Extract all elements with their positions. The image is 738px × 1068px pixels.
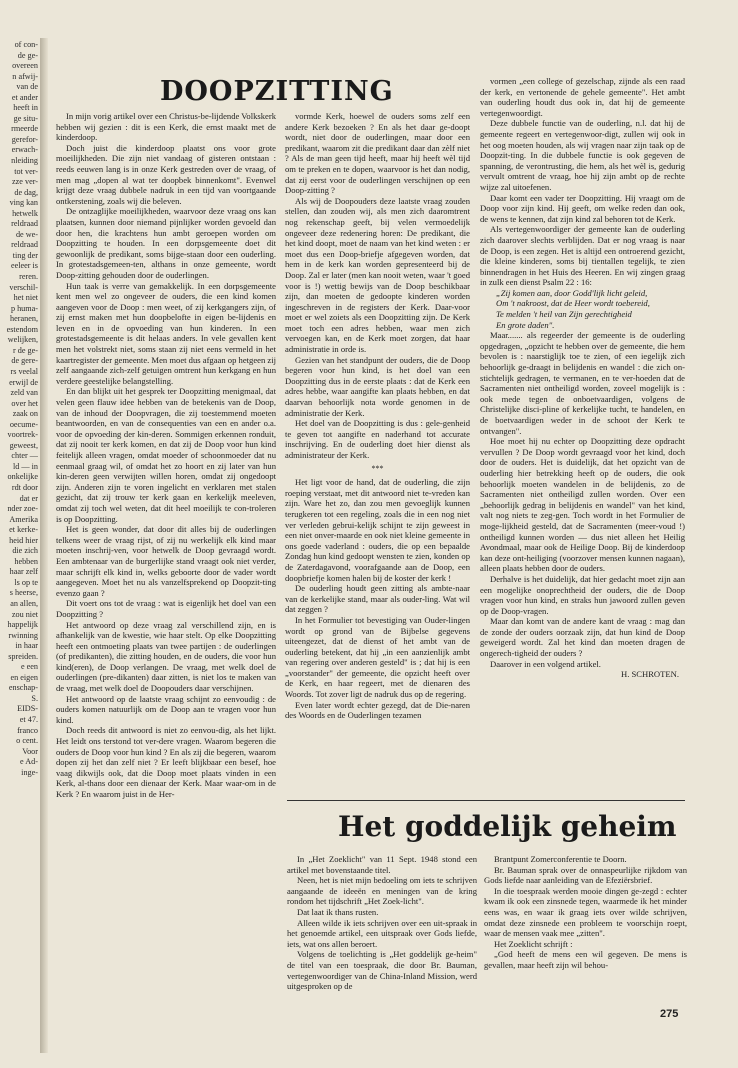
col2-line: Even later wordt echter gezegd, dat de Die-naren des Woords en de Ouderlingen tezamen — [285, 699, 470, 721]
col1-line: En dan blijkt uit het gesprek ter Doopzitting menigmaal, dat velen geen flauw idee hebben van de betekenis van de Doop, van de inhoud der Doopvragen, die zij toestemmend moeten beantwoorden, en van de consequenties van een en ander o.a. voor de opvoeding der kin-deren. Sommigen erkennen ronduit, dat zij nooit ter kerk komen, en dat zij de Doop voor hun kind feitelijk alleen vragen, omdat moeder of schoonmoeder dat nu eenmaal graag wil, of omdat het zo hoort en zij later van hun kin-deren geen verwijten willen horen, omdat zij ongedoopt zijn. Anderen zijn te voren ingelicht en verklaren met stalen gezicht, dat zij trouw ter kerk gaan en kerkelijk meeleven, omdat zij toch wel weten, dat dit heel moeilijk te con-troleren is op Doopzitting. — [56, 386, 276, 524]
col3b-line: Maar dan komt van de andere kant de vraag : mag dan de zonde der ouders oorzaak zijn, dat hun kind de Doop geweigerd wordt. Zal het kind dan moeten dragen de ongerech-tigheid der ouders ? — [480, 616, 685, 659]
left_strip-line: nleiding — [11, 156, 38, 166]
left_strip-line: ls op te — [14, 577, 38, 587]
left_strip-line: ving kan — [9, 198, 38, 208]
left_strip-line: verschil- — [9, 282, 38, 292]
left_strip-line: ge situ- — [13, 113, 38, 123]
left_strip-line: of con- — [14, 40, 38, 49]
left_strip-line: r de ge- — [12, 345, 38, 355]
left_strip-line: rwinning — [8, 630, 38, 640]
col5-line: Het Zoeklicht schrijft : — [494, 938, 573, 949]
col1-line: Dit voert ons tot de vraag : wat is eigenlijk het doel van een Doopzitting ? — [56, 598, 276, 619]
col4-line: Alleen wilde ik iets schrijven over een uit-spraak in het genoemde artikel, een uitspraak over Gods liefde, iets, wat ons allen beroert. — [287, 917, 477, 949]
col5-line: „God heeft de mens een wil gegeven. De mens is gevallen, maar heeft zijn wil behou- — [484, 949, 687, 970]
left_strip-line: tot ver- — [14, 166, 38, 176]
left_strip-line: Voor — [22, 746, 38, 756]
col1-line: Doch reeds dit antwoord is niet zo eenvou-dig, als het lijkt. Het leidt ons terstond tot ver-dere vragen. Waarom begeren die ouders de Doop voor hun kind ? En als zij die begeren, waarom dopen zij het dan zelf niet ? Er leeft blijkbaar een besef, hoe vaag dikwijls ook, dat die Doop moet plaats vinden in een Kerk, al-thans door een dienaar der Kerk. Maar waar-om in de Kerk ? En waarom juist in de Her- — [56, 725, 276, 799]
left_strip-line: e een — [20, 662, 38, 672]
left_strip-line: spreiden. — [8, 651, 38, 661]
left_strip-line: et ander — [11, 92, 38, 102]
page-number: 275 — [660, 1008, 679, 1020]
quote-line: En grote daden". — [496, 319, 555, 330]
left_strip-line: S. — [31, 693, 38, 703]
left_strip-line: hetwelk — [12, 208, 38, 218]
article-column-1 — [56, 111, 276, 800]
left_strip-line: oecume- — [9, 419, 38, 429]
left_strip-line: de we- — [15, 229, 38, 239]
left_strip-line: dat er — [19, 493, 38, 503]
left_strip-line: o cent. — [16, 736, 38, 746]
col2-line: Het doel van de Doopzitting is dus : gele-genheid te geven tot aangifte en naderhand tot accurate inschrijving. En de ouderling doet hier dienst als administrateur der Kerk. — [285, 418, 470, 460]
col3-line: Deze dubbele functie van de ouderling, n.l. dat hij de gemeente regeert en vertegenwoor-digt, zullen wij ook in het oog moeten houden, als wij vragen naar zijn taak op de Doopzit-ting. In die dubbele functie is ook gegeven de spanning, de verontrusting, die hem, als het wèl is, gedurig vervult omtrent de vraag, hoe hij zijn ambt op de rechte wijze zal uitoefenen. — [480, 118, 685, 192]
page-gutter — [40, 38, 48, 1053]
col1-line: In mijn vorig artikel over een Christus-be-lijdende Volkskerk hebben wij gezien : dit is een Kerk, die ernst maakt met de kinderdoop. — [56, 111, 276, 143]
left_strip-line: et kerke- — [9, 525, 38, 535]
left_strip-line: van de — [16, 82, 38, 92]
section-stars: *** — [371, 463, 384, 473]
section-divider — [287, 800, 685, 801]
col3b-line: Hoe moet hij nu echter op Doopzitting deze opdracht vervullen ? De Doop wordt gevraagd voor het kind, doch door de ouders. Het is duidelijk, dat het opzicht van de ouderling hier betrekking heeft op de ouders, die ook behoorlijk moeten wandelen in de belijdenis, zo de Sacramenten niet ontheiligd zullen worden. Over een „behoorlijk gedrag in belijdenis en wandel" van het kind, valt nog niets te zeg-gen. Toch wordt in het Formulier de moge-lijkheid gesteld, dat de Sacramenten (meer-voud !) ontheiligd kunnen worden — dus niet alleen het Heilig Avondmaal, maar ook de Heilige Doop. Bij de kinderdoop kan deze ont-heiliging (voorzover mensen kunnen nagaan), alleen plaats hebben door de ouders. — [480, 436, 685, 574]
left_strip-line: geweest, — [9, 440, 38, 450]
col4-line: Volgens de toelichting is „Het goddelijk ge-heim" de titel van een toespraak, die door Br. Bauman, vertegenwoordiger van de China-Inland Mission, werd uitgesproken op de — [287, 949, 477, 992]
left_strip-line: s heerse, — [9, 588, 38, 598]
left_strip-line: de ge- — [17, 50, 38, 60]
left_strip-line: rmeerde — [11, 124, 38, 134]
left_strip-line: gerefor- — [11, 134, 38, 144]
col1-line: Hun taak is verre van gemakkelijk. In een dorpsgemeente kent men wel zo ongeveer de ouders, die een kind komen aangeven voor de Doop : men weet, of zij kerkgangers zijn, of zij ernst maken met hun doopbelofte in eigen be-lijdenis en leven en in de opvoeding van hun kinderen. In een grotestadsgemeente is dit helaas anders. In vele gevallen kent men het volstrekt niet, soms staan zij niet eens vermeld in het kaartregister der gemeente. Men moet dus afgaan op hetgeen zij zelf aangaande zich-zelf getuigen omtrent hun kerkgang en hun verdere geestelijke belangstelling. — [56, 280, 277, 386]
left_strip-line: ting der — [12, 250, 38, 260]
left_strip-line: de dag, — [14, 187, 38, 197]
article-title-goddelijk-geheim: Het goddelijk geheim — [338, 810, 677, 843]
psalm-quote — [480, 288, 685, 330]
left_strip-line: overeen — [12, 61, 38, 71]
left_strip-line: erwijl de — [9, 377, 38, 387]
col4-line: Neen, het is niet mijn bedoeling om iets te schrijven aangaande de ideeën en meningen van de kring rondom het tijdschrift „Het Zoek-licht". — [287, 875, 477, 907]
left_strip-line: rdt door — [11, 482, 38, 492]
left_strip-line: heranen, — [10, 314, 38, 324]
left_strip-line: n afwij- — [12, 71, 38, 81]
author-signature: H. SCHROTEN. — [620, 669, 679, 680]
col1-line: Het is geen wonder, dat door dit alles bij de ouderlingen telkens weer de vraag rijst, of zij nu werkelijk elk kind maar moeten inschrij-ven, voor hetwelk de Doop gevraagd wordt. Een ambtenaar van de burgerlijke stand vraagt ook niet verder, maar schrijft elk kind in, welks geboorte door de vader wordt aangegeven. Moet het nu als vanzelfsprekend op Doopzit-ting evenzo gaan ? — [56, 524, 276, 598]
col3-line: vormen „een college of gezelschap, zijnde als een raad der kerk, en vertonende de gehele gemeente". Het ambt van ouderling houdt dus ook in, dat hij de gemeente vertegenwoordigt. — [480, 76, 685, 118]
left_strip-line: ld — in — [12, 461, 38, 471]
col5-line: Br. Bauman sprak over de onnaspeurlijke rijkdom van Gods liefde naar aanleiding van de Efeziërsbrief. — [484, 864, 687, 886]
col1-line: Het antwoord op de laatste vraag schijnt zo eenvoudig : de ouders komen natuurlijk om de Doop aan te vragen voor hun kind. — [56, 693, 276, 725]
article-title-doopzitting: DOOPZITTING — [160, 76, 394, 107]
left_strip-line: haar zelf — [9, 567, 38, 577]
left_strip-line: chter — — [11, 451, 38, 461]
left_strip-line: franco — [17, 725, 38, 735]
left_strip-line: heeft in — [13, 103, 38, 113]
left_strip-line: zeld van — [10, 388, 38, 398]
col1-line: Het antwoord op deze vraag zal verschillend zijn, en is afhankelijk van de kwestie, wie haar stelt. Op elke Doopzitting heeft een ontmoeting plaats van twee partijen : de ouderlingen (of predikanten), die zitting houden, en de ouders, die voor hun kind(eren), de Doop verlangen. De vraag, met welk doel de ouderlingen (pre-dikanten) daar zitten, is niet los te maken van de vraag, met welk doel de Doopouders daar verschijnen. — [56, 619, 276, 694]
quote-line: „Zij komen aan, door Godd'lijk licht geleid, — [496, 287, 648, 298]
col5-line: Brantpunt Zomerconferentie te Doorn. — [494, 854, 627, 864]
previous-page-margin — [0, 40, 40, 1040]
col2-line: Het ligt voor de hand, dat de ouderling, die zijn roeping verstaat, met dit antwoord niet te-vreden kan zijn. Ware het zo, dan zou men gevoeglijk kunnen terugkeren tot een regeling, zoals die in een nog niet ver verleden gebrui-kelijk schijnt te zijn geweest in een niet onver-maarde en ook niet kleine gemeente in ons goede vaderland : ouders, die op een bepaalde Zondag hun kind gedoopt wensten te zien, konden op de Zaterdagavond, voorafgaande aan de Doop, een doopbriefje komen halen bij de koster der kerk ! — [285, 477, 470, 583]
left_strip-line: an allen, — [10, 598, 38, 608]
left_strip-line: eeleer is — [10, 261, 38, 271]
article-column-5 — [484, 854, 687, 971]
left_strip-line: heid hier — [9, 535, 38, 545]
col1-line: Doch juist die kinderdoop plaatst ons voor grote moeilijkheden. Die zijn niet vandaag of gisteren ontstaan : reeds eeuwen lang is in onze Kerk gestreden over de vraag, of men mag „dopen al wat ter doopbek binnenkomt". Evenwel krijgt deze vraag dubbele nadruk in een tijd van voortgaande ontkerstening, zoals wij die beleven. — [56, 142, 276, 206]
col2-line: vormde Kerk, hoewel de ouders soms zelf een andere Kerk bezoeken ? En als het daar ge-doopt wordt, niet door de ouderlingen, maar door een predikant, waarom zit die predikant daar dan zèlf niet ? Als de man geen tijd heeft, maar hij heeft wèl tijd om te preken en te dopen, waarvoor is het dan nodig, dat zij eerst voor de ouderlingen verschijnen op een Doop-zitting ? — [285, 111, 470, 196]
left_strip-line: enschap- — [8, 683, 38, 693]
col2-line: Als wij de Doopouders deze laatste vraag zouden stellen, dan zouden wij, als men zich daaromtrent nog rekenschap geeft, bij velen vermoedelijk ongeveer deze redenering horen: De predikant, die het kind doopt, moet de naam van het kind weten : er moet dus een Doop-briefje afgegeven worden, dat hem in de kerk kan worden gepresenteerd bij de Doop. Zal er later (men kan nooit weten, waar 't goed voor is !) wettig bewijs van de Doop beschikbaar zijn, dan moeten de gedoopte kinderen worden ingeschreven in de registers der Kerk. Daar-voor moet er wel zoiets als een Doopzitting zijn. De Kerk moet toch een adres hebben, waar men zich vervoegen kan, en de Kerk moet zorgen, dat haar administratie in orde is. — [285, 195, 470, 355]
article-column-2 — [285, 111, 470, 721]
left_strip-line: hebben — [14, 556, 38, 566]
left_strip-line: EIDS- — [17, 704, 38, 714]
left_strip-line: nder zoe- — [7, 504, 38, 514]
col3b-line: Maar....... als regeerder der gemeente is de ouderling opgedragen, „opzicht te hebben over de gemeente, die hem bevolen is : naarstiglijk toe te zien, of een iegelijk zich behoorlijk ge-draagt in belijdenis en wandel : die zich on-stichtelijk gedragen, te vermanen, en te ver-hoeden dat de Sacramenten niet ontheiligd worden, zoveel mogelijk is : ook mede tegen de onboetvaardigen, volgens de Christelijke disci-pline of kerkelijke tucht, te handelen, en de boetvaardigen weder in de schoot der Kerk te ontvangen". — [480, 330, 685, 436]
left_strip-line: over het — [11, 398, 38, 408]
left_strip-line: estendom — [6, 324, 38, 334]
left_strip-line: Amerika — [9, 514, 38, 524]
left_strip-line: p huma- — [10, 303, 38, 313]
left_strip-line: zaak on — [12, 409, 38, 419]
left_strip-line: onkelijke — [7, 472, 38, 482]
left_strip-line: happelijk — [7, 620, 38, 630]
col4-line: In „Het Zoeklicht" van 11 Sept. 1948 stond een artikel met bovenstaande titel. — [287, 854, 477, 875]
left_strip-line: de gere- — [11, 356, 38, 366]
left_strip-line: welijken, — [7, 335, 38, 345]
col2-line: Gezien van het standpunt der ouders, die de Doop begeren voor hun kind, is het doel van een Doopzitting dus in de eerste plaats : dat de Kerk een adres hebbe, waar aangifte kan plaats hebben, en dat daarvan behoorlijk nota worde genomen in de administratie der Kerk. — [285, 354, 470, 418]
left_strip-line: zze ver- — [12, 177, 38, 187]
left_strip-line: reldraad — [11, 219, 38, 229]
left_strip-line: voortrek- — [7, 430, 38, 440]
col3b-line: Derhalve is het duidelijk, dat hier gedacht moet zijn aan een mogelijke onoprechtheid der ouders, die de Doop vragen voor hun kind, en straks hun jawoord zullen geven op de Doop-vragen. — [480, 573, 685, 616]
left_strip-line: inge- — [21, 767, 38, 777]
article-column-4 — [287, 854, 477, 992]
article-column-3 — [480, 76, 685, 680]
left_strip-line: in haar — [15, 641, 38, 651]
col2-line: In het Formulier tot bevestiging van Ouder-lingen wordt op grond van de Bijbelse gegevens uiteengezet, dat de dienst of het ambt van de ouderling betekent, dat hij „in een aanzienlijk ambt van regering over anderen gesteld" is ; dat hij is een „voorstander" der gemeente, die opzicht heeft over de Kerk, en haar regeert, met de dienaren des Woords. Tot zover ligt de nadruk dus op de regering. — [285, 614, 470, 700]
left_strip-line: het niet — [13, 293, 38, 303]
col4-line: Dat laat ik thans rusten. — [297, 906, 379, 917]
col2-line: De ouderling houdt geen zitting als ambte-naar van de kerkelijke stand, maar als ouder-ling. Wat wil dat zeggen ? — [285, 583, 470, 615]
quote-line: Om 't nakroost, dat de Heer wordt toebereid, — [496, 298, 650, 309]
left_strip-line: reldraad — [11, 240, 38, 250]
col3-line: Als vertegenwoordiger der gemeente kan de ouderling zich daarover slechts verblijden. Dat er nog vraag is naar de Doop, is een zegen. Het is altijd een ontroerend gezicht, die kleine kinderen, soms bij tientallen tegelijk, te zien binnendragen in het Huis des Heeren. En wij zingen graag in zulk een dienst Psalm 22 : 16: — [480, 224, 685, 288]
col3-line: Daar komt een vader ter Doopzitting. Hij vraagt om de Doop voor zijn kind. Hij geeft, om welke reden dan ook, de wens te kennen, dat zijn kind zal behoren tot de Kerk. — [480, 192, 685, 224]
left_strip-line: reren. — [19, 272, 38, 282]
col1-line: De ontzaglijke moeilijkheden, waarvoor deze vraag ons kan plaatsen, kunnen door niemand pijnlijker worden gevoeld dan door hen, die krachtens hun ambt geroepen worden om Doopzitting te houden. In een dorpsgemeente doet dit gewoonlijk de predikant, soms bijge-staan door een ouderling. In grotestadsgemeen-ten, althans in onze gemeente, wordt Doop-zitting gehouden door de ouderlingen. — [56, 206, 276, 280]
left_strip-line: erwach- — [11, 145, 38, 155]
quote-line: Te melden 't heil van Zijn gerechtigheid — [496, 309, 632, 320]
left_strip-line: e Ad- — [20, 757, 38, 767]
left_strip-line: die zich — [12, 546, 38, 556]
left_strip-line: zou niet — [11, 609, 38, 619]
col5-line: In die toespraak werden mooie dingen ge-zegd : echter kwam ik ook een zinsnede tegen, waarmede ik het minder eens was, en waar ik graag iets over wilde schrijven, omdat deze zinsnede een probleem te voorschijn roept, waar de mensen vaak mee „zitten". — [484, 885, 687, 939]
left_strip-line: en eigen — [10, 672, 38, 682]
left_strip-line: rs veelal — [10, 366, 38, 376]
left_strip-line: et 47. — [19, 715, 38, 724]
col3b-line: Daarover in een volgend artikel. — [490, 658, 601, 669]
